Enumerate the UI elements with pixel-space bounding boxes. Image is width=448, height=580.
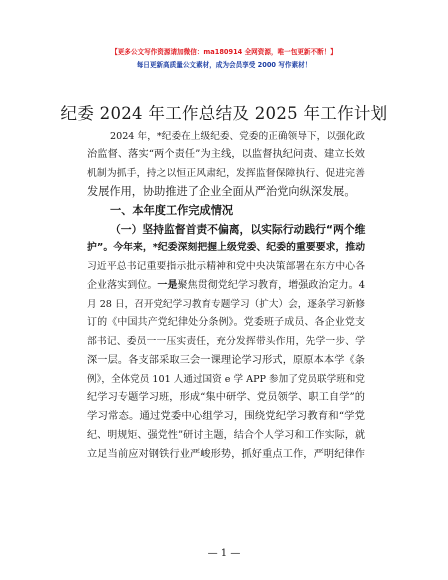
body-line: 纪、明规矩、强党性”研讨主题，结合个人学习和工作实际，就 — [87, 430, 365, 441]
body-line: 部书记、委员一一压实责任，充分发挥带头作用，先学一步、学 — [87, 336, 365, 347]
body-line: 机制为抓手，持之以恒正风肃纪，发挥监督保障执行、促进完善 — [87, 168, 365, 179]
point-marker: 一是 — [157, 280, 178, 291]
page-number: — 1 — — [207, 548, 241, 559]
body-line: 例》，全体党员 101 人通过国资 e 学 APP 参加了党员联学班和党 — [87, 374, 365, 385]
body-line: 2024 年，*纪委在上级纪委、党委的正确领导下，以强化政 — [110, 131, 365, 142]
section-heading: 一、本年度工作完成情况 — [110, 204, 234, 217]
body-line: 纪学习专题学习班，形成“集中研学、党员领学、职工自学”的 — [87, 392, 365, 403]
body-line — [87, 239, 365, 256]
promo-banner-blue: 每日更新高质量公文素材，成为会员享受 2000 写作素材！ — [136, 61, 312, 69]
body-line: 企业落实到位。一是聚焦贯彻党纪学习教育，增强政治定力。4 — [87, 280, 365, 291]
body-line: 习近平总书记重要指示批示精神和党中央决策部署在东方中心各 — [87, 261, 365, 272]
body-line: 发展作用，协助推进了企业全面从严治党向纵深发展。 — [87, 185, 356, 198]
subsection-heading-end: 护”。今年来，*纪委深刻把握上级党委、纪委的重要要求，推动 — [87, 242, 365, 253]
promo-banner-red: 【更多公文写作资源请加微信：ma180914 全网资源，唯一包更新不断！】 — [111, 48, 337, 56]
subsection-heading: （一）坚持监督首责不偏离，以实际行动践行“两个维 — [110, 223, 366, 236]
body-line: 深一层。各支部采取三会一课理论学习形式，原原本本学《条 — [87, 355, 365, 366]
body-line: 立足当前应对钢铁行业严峻形势，抓好重点工作，严明纪律作 — [87, 449, 365, 460]
body-line: 订的《中国共产党纪律处分条例》。党委班子成员、各企业党支 — [87, 317, 365, 328]
body-line: 治监督、落实“两个责任”为主线，以监督执纪问责、建立长效 — [87, 149, 365, 160]
document-title: 纪委 2024 年工作总结及 2025 年工作计划 — [60, 104, 388, 123]
body-line: 月 28 日，召开党纪学习教育专题学习（扩大）会，逐条学习新修 — [87, 299, 365, 310]
body-line: 学习常态。通过党委中心组学习，围绕党纪学习教育和“学党 — [87, 410, 365, 422]
